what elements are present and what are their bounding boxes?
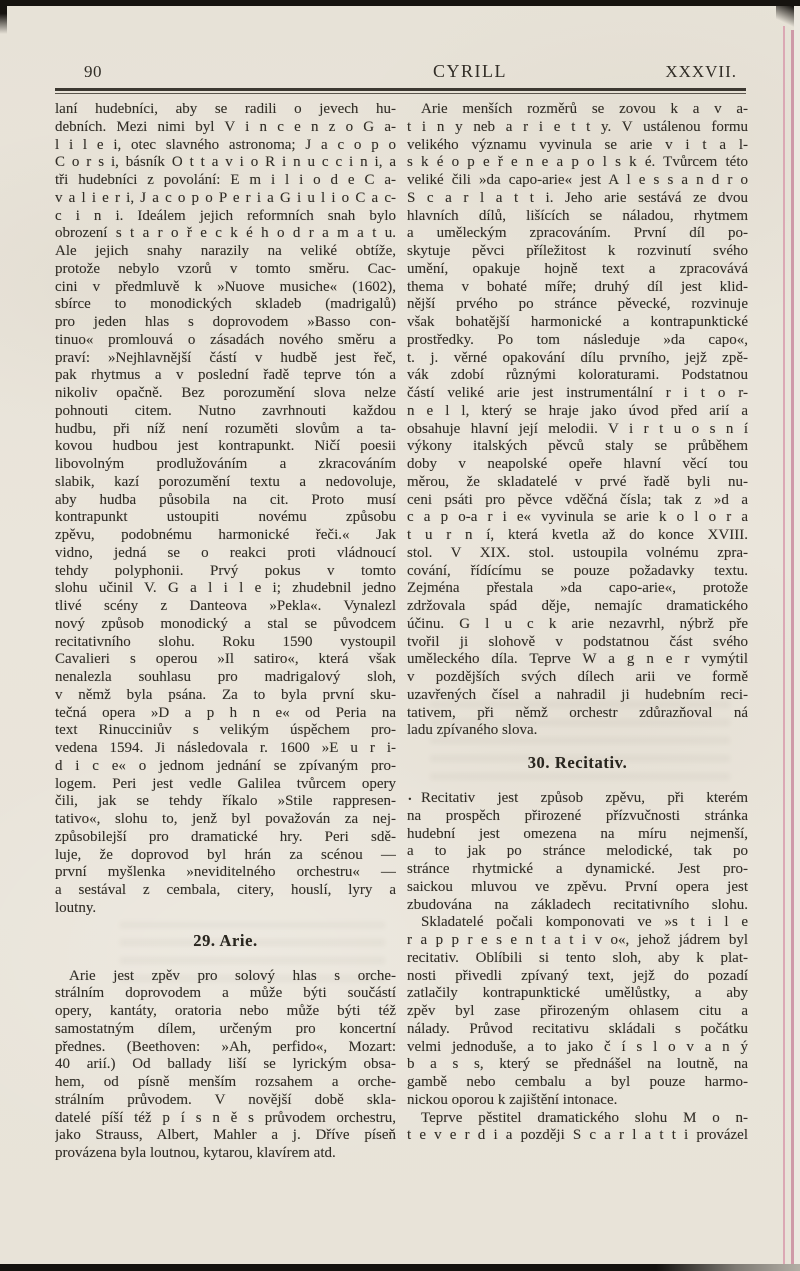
text-line: t e v e r d i a později S c a r l a t t i provázel	[407, 1127, 748, 1144]
page-number: 90	[84, 62, 102, 81]
text-line: Arie jest zpěv pro solový hlas s orche-	[69, 967, 396, 984]
text-line: nější prvého po stránce pěvecké, rozvinuje	[407, 296, 748, 313]
text-line: tečná opera »D a p h n e« od Peria na	[55, 704, 396, 721]
text-line: t i n y neb a r i e t t y. V ustálenou formu	[407, 118, 748, 135]
text-line: měrou, že skladatelé v prvé řadě byli nu-	[407, 473, 748, 490]
text-line: obsahuje hlavní její melodii. V i r t u o s n í	[407, 420, 748, 437]
text-line: gambě nebo cembalu a byl pouze harmo-	[407, 1074, 748, 1090]
text-line: hlavních dílů, lišících se náladou, rhytmem	[407, 207, 748, 224]
text-line: hem, od písně menším rozsahem a orche-	[55, 1074, 396, 1090]
section-heading: 29. Arie.	[193, 930, 258, 950]
text-line: cini v předmluvě k »Nuove musiche« (1602),	[55, 278, 396, 295]
right-column	[407, 101, 748, 1163]
text-line: zpěvu, podobnému harmonické řeči.« Jak	[55, 527, 396, 543]
text-line: kontrapunkt ustoupiti novému způsobu	[55, 509, 396, 526]
text-line: Arie menších rozměrů se zovou k a v a-	[421, 101, 748, 117]
text-line: nosti přivedli zpívaný text, jejž do pozadí	[407, 967, 748, 984]
text-line: a to jak po stránce melodické, tak po	[407, 843, 748, 860]
text-line: a sestával z cembala, citery, houslí, lyry a	[55, 882, 396, 898]
paragraph	[407, 914, 748, 1109]
stray-ink-dot: .	[408, 788, 412, 804]
text-line: slabik, kazí porozumění textu a nedovoluje,	[55, 473, 396, 490]
text-line: datelé píší též p í s n ě s průvodem orchestru,	[55, 1109, 396, 1126]
text-line: uměleckého díla. Teprve W a g n e r vymýtil	[407, 651, 748, 668]
text-line: slohu učinil V. G a l i l e i; zhudebnil jedno	[55, 580, 396, 597]
text-line: nikoliv opačně. Bez porozumění slova nelze	[55, 385, 396, 401]
header-rule-thin	[55, 93, 746, 94]
paragraph	[55, 101, 396, 918]
text-line: tlivé scény z Danteova »Pekla«. Vynalezl	[55, 598, 396, 614]
text-line: uzavřených čísel a nahradil ji hudebním reci-	[407, 686, 748, 703]
text-line: částí veliké arie jest instrumentální r i t o r-	[407, 385, 748, 401]
text-line: l i l e i, otec slavného astronoma; J a c o p o	[55, 136, 396, 153]
text-line: čili, jak se tehdy říkalo »Stile rappresen-	[55, 793, 396, 810]
text-line: jako Strauss, Albert, Mahler a j. Dříve píseň	[55, 1127, 396, 1144]
text-line: Recitativ jest způsob zpěvu, při kterém	[421, 790, 748, 806]
page-edge-line	[791, 30, 794, 1264]
text-line: opery, kantáty, oratoria nebo může býti též	[55, 1003, 396, 1019]
text-line: Cavalieri s operou »Il satiro«, která však	[55, 651, 396, 668]
text-line: luje, že doprovod byl hrán za scénou —	[55, 846, 396, 863]
text-line: provázena byla loutnou, kytarou, klavírem atd.	[55, 1145, 336, 1161]
page-edge-strip	[794, 6, 800, 1264]
text-line: c i n i. Ideálem jejich reformních snah bylo	[55, 207, 396, 224]
text-line: Ale jejich snahy narazily na veliké obtíže,	[55, 243, 396, 259]
text-line: obrození s t a r o ř e c k é h o d r a m a t u.	[55, 225, 396, 242]
text-line: stol. V XIX. stol. ustoupila volnému zpra-	[407, 544, 748, 561]
text-line: prostředky. Po tom následuje »da capo«,	[407, 331, 748, 348]
text-line: Zejména přestala »da capo-arie«, protože	[407, 580, 748, 597]
text-line: vidno, jedná se o reakci proti vládnoucí	[55, 544, 396, 561]
text-line: stránce rhytmické a dynamické. Jest pro-	[407, 861, 748, 877]
text-line: r a p p r e s e n t a t i v o«, jehož jádrem byl	[407, 932, 748, 948]
text-line: zatlačily kontrapunktické umělůstky, a aby	[407, 985, 748, 1002]
text-line: nenalezla souhlasu pro madrigalový sloh,	[55, 669, 396, 685]
text-line: vák zdobí různými koloraturami. Podstatnou	[407, 367, 748, 384]
text-line: v němž byla psána. Za to byla první sku-	[55, 686, 396, 703]
paragraph	[407, 790, 748, 914]
text-line: první myšlenka »neviditelného orchestru« —	[55, 864, 396, 881]
page-edge-line	[783, 26, 785, 1264]
text-line: tři hudebníci z povolání: E m i l i o d e C a-	[55, 172, 396, 188]
text-line: však bohatější harmonické a kontrapunktické	[407, 314, 748, 330]
text-line: zpěv byl zase přirozeným ohlasem citu a	[407, 1003, 748, 1019]
text-line: tvořil ji slohově v podstatnou část svého	[407, 633, 748, 650]
text-line: zbudována na základech recitativního slohu.	[407, 896, 748, 913]
text-line: aby hudba působila na cit. Proto musí	[55, 491, 396, 508]
text-line: veliké čili »da capo-arie« jest A l e s s a n d r o	[407, 172, 748, 188]
text-line: C o r s i, básník O t t a v i o R i n u c c i n i, a	[55, 154, 396, 171]
text-line: způsobilejší pro dramatické hry. Peri sdě-	[55, 828, 396, 845]
scan-edge-top	[0, 0, 800, 6]
text-line: ladu zpívaného slova.	[407, 722, 538, 739]
text-line: logem. Peri jest vedle Galilea tvůrcem opery	[55, 775, 396, 792]
text-line: nový způsob monodický a stal se původcem	[55, 615, 396, 632]
text-line: loutny.	[55, 899, 97, 916]
text-line: c a p o-a r i e« vyvinula se arie k o l o r a	[407, 509, 748, 526]
left-column	[55, 101, 396, 1163]
text-line: Teprve pěstitel dramatického slohu M o n-	[421, 1109, 748, 1126]
text-line: strálním průvodem. V novější době skla-	[55, 1091, 396, 1108]
text-line: umění, opakuje hojně text a zpracovává	[407, 260, 748, 277]
text-line: text Rinucciniův s velikým úspěchem pro-	[55, 722, 396, 739]
text-line: na prospěch přirozené přízvučnosti stránka	[407, 807, 748, 824]
text-line: v a l i e r i, J a c o p o P e r i a G i u l i o C a c-	[55, 189, 396, 206]
page-header	[55, 62, 747, 86]
text-line: s k é o p e ř e n e a p o l s k é. Tvůrcem této	[407, 154, 748, 171]
text-line: n e l l, který se hraje jako úvod před arií a	[407, 402, 748, 419]
text-line: recitativního slohu. Roku 1590 vystoupil	[55, 633, 396, 650]
text-line: pak rhytmus a v poslední řadě teprve tón a	[55, 367, 396, 384]
text-line: protože nebylo vzorů v tomto směru. Cac-	[55, 260, 396, 277]
text-line: Skladatelé počali komponovati ve »s t i l e	[421, 914, 748, 931]
text-line: S c a r l a t t i. Jeho arie sestává ze dvou	[407, 189, 748, 206]
text-line: skytuje pěvci příležitost k rozvinutí svého	[407, 243, 748, 259]
header-rule-thick	[55, 88, 746, 91]
text-line: v pozdějších svých dílech arii ve formě	[407, 669, 748, 685]
text-line: sbírce to monodických skladeb (madrigalů)	[55, 296, 396, 313]
text-line: t u r n í, která kvetla až do konce XVIII.	[407, 527, 748, 543]
text-line: tativem, při němž orchestr zdůrazňoval ná	[407, 704, 748, 721]
text-line: praví: »Nejhlavnější částí v hudbě jest řeč,	[55, 349, 396, 366]
text-line: doby v neapolské opeře hlavní věcí tou	[407, 456, 748, 472]
text-line: velikého významu vyvinula se arie v i t a l-	[407, 136, 748, 153]
scan-edge-top-left	[0, 0, 7, 34]
paragraph	[407, 1110, 748, 1146]
paragraph	[55, 968, 396, 1163]
text-line: samostatným dílem, určeným pro koncertní	[55, 1020, 396, 1037]
text-line: thema v bohaté míře; druhý díl jest klid-	[407, 278, 748, 295]
text-line: vedena 1594. Ji následovala r. 1600 »E u r i-	[55, 740, 396, 756]
text-line: tehdy polyphonii. Prvý pokus v tomto	[55, 562, 396, 579]
text-line: kovou hudbou jest kontrapunkt. Ničí poesii	[55, 438, 396, 455]
text-line: b a s s, který se přednášel na loutně, na	[407, 1056, 748, 1073]
text-line: pro jeden hlas s doprovodem »Basso con-	[55, 314, 396, 330]
text-line: velmi jednoduše, a to jako č í s l o v a n ý	[407, 1038, 748, 1055]
text-line: 40 arií.) Od ballady liší se lyrickým obsa-	[55, 1056, 396, 1073]
text-line: recitativ. Oblíbili si tento sloh, aby k plat-	[407, 949, 748, 966]
text-line: výkony italských pěvců staly se průběhem	[407, 438, 748, 455]
text-line: cování, řídícímu se pouze požadavky textu.	[407, 562, 748, 579]
text-line: tinuo« promlouvá o zásadách nového směru a	[55, 331, 396, 348]
text-line: hudbu, při níž není rozuměti slovům a ta-	[55, 420, 396, 437]
text-line: libovolným prodlužováním a zkracováním	[55, 456, 396, 472]
text-line: hudební jest omezena na míru nejmenší,	[407, 825, 748, 842]
text-line: ceni psáti pro pěvce vděčná čísla; tak z »d a	[407, 491, 748, 508]
text-line: tativo«, slohu to, jenž byl považován za nej-	[55, 811, 396, 827]
paragraph	[407, 101, 748, 740]
text-line: strálním doprovodem a může býti součástí	[55, 985, 396, 1002]
section-heading: 30. Recitativ.	[527, 753, 628, 772]
journal-title: CYRILL	[433, 61, 507, 81]
text-columns	[55, 101, 748, 1163]
text-line: zdržovala spád děje, nemajíc dramatického	[407, 598, 748, 614]
text-line: t. j. věrné opakování dílu prvního, jejž zpě-	[407, 349, 748, 366]
text-line: účinu. G l u c k arie nezavrhl, nýbrž pře	[407, 615, 748, 632]
text-line: nálady. Průvod recitativu skládali s počátku	[407, 1020, 748, 1037]
text-line: pohnouti citem. Nutno zavrhnouti každou	[55, 402, 396, 419]
text-line: přednes. (Beethoven: »Ah, perfido«, Mozart:	[55, 1038, 396, 1055]
text-line: saickou mluvou ve zpěvu. První opera jest	[407, 878, 748, 895]
text-line: d i c e« o jednom jednání se zpívaným pro-	[55, 757, 396, 774]
text-line: laní hudebníci, aby se radili o jevech hu-	[55, 101, 396, 117]
volume-number: XXXVII.	[665, 62, 737, 81]
text-line: nickou oporou k zajištění intonace.	[407, 1091, 618, 1108]
text-line: debních. Mezi nimi byl V i n c e n z o G a-	[55, 118, 396, 135]
text-line: a uměleckým zpracováním. První díl po-	[407, 225, 748, 242]
scan-edge-bottom	[0, 1264, 800, 1271]
